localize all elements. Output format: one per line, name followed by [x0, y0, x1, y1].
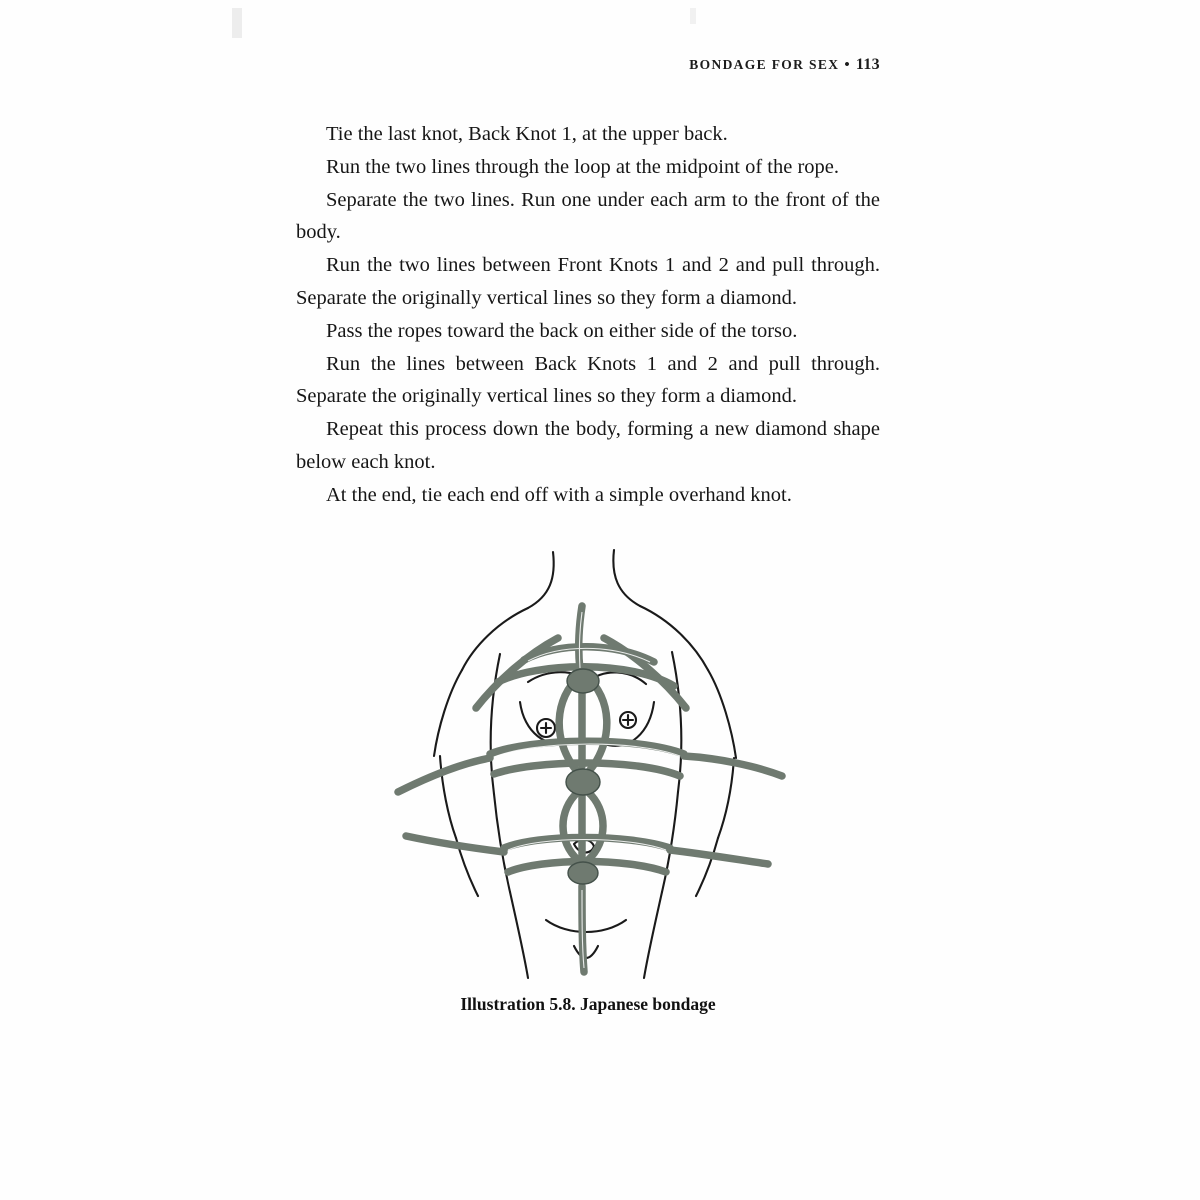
scan-artifact-top [690, 8, 696, 24]
page-content [296, 56, 880, 1015]
running-head-separator: • [844, 57, 851, 73]
figure [296, 542, 880, 1015]
japanese-bondage-illustration [378, 542, 798, 982]
page-number: 113 [855, 56, 880, 73]
paragraph: Run the lines between Back Knots 1 and 2 and pull through. Separate the originally vertical lines so they form a diamond. [296, 352, 880, 408]
running-head [296, 56, 880, 74]
paragraph: Tie the last knot, Back Knot 1, at the upper back. [326, 123, 728, 145]
figure-caption: Illustration 5.8. Japanese bondage [460, 993, 716, 1014]
paragraph: Pass the ropes toward the back on either side of the torso. [326, 319, 798, 342]
paragraph: Run the two lines between Front Knots 1 and 2 and pull through. Separate the originally vertical lines so they form a diamond. [296, 254, 880, 309]
paragraph: Run the two lines through the loop at the midpoint of the rope. [326, 155, 839, 178]
body-text [296, 118, 880, 512]
paragraph: At the end, tie each end off with a simple overhand knot. [326, 483, 792, 506]
paragraph: Separate the two lines. Run one under each arm to the front of the body. [296, 188, 880, 244]
paragraph: Repeat this process down the body, forming a new diamond shape below each knot. [296, 418, 880, 473]
scan-artifact-left [232, 8, 242, 38]
running-head-title: BONDAGE FOR SEX [689, 57, 840, 72]
